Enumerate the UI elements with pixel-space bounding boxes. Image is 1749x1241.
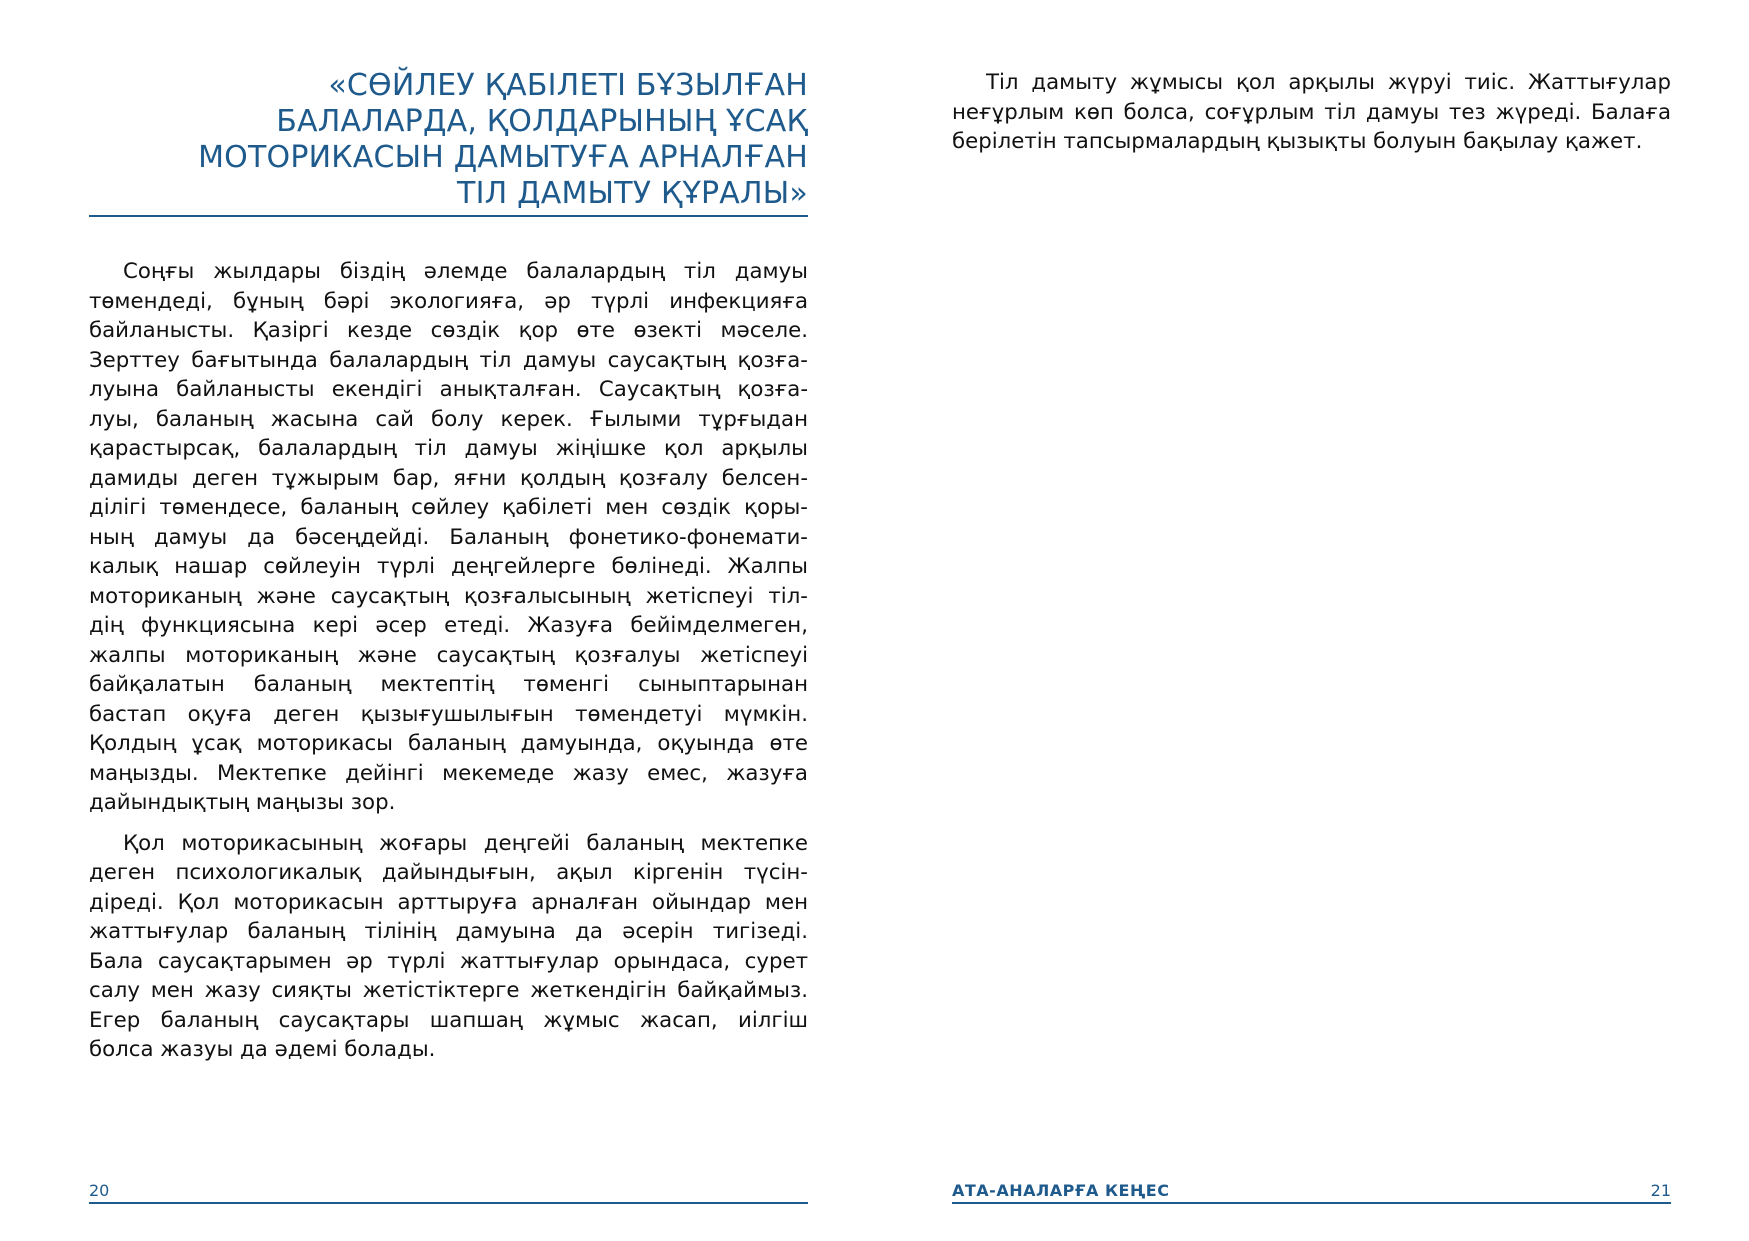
text-line: неғұрлым көп болса, соғұрлым тіл дамуы тез жүреді. Балаға xyxy=(952,99,1671,125)
footer-divider xyxy=(952,1202,1671,1204)
text-line: ділігі төмендесе, баланың сөйлеу қабілеті мен сөздік қоры- xyxy=(89,495,808,520)
text-line: салу мен жазу сияқты жетістіктерге жеткендігін байқаймыз. xyxy=(89,978,808,1003)
text-line: Тіл дамыту жұмысы қол арқылы жүруі тиіс. Жаттығулар xyxy=(986,70,1671,95)
page-number: 20 xyxy=(89,1181,110,1200)
text-line: байланысты. Қазіргі кезде сөздік қор өте өзекті мәселе. xyxy=(89,318,808,343)
text-line: Зерттеу бағытында балалардың тіл дамуы саусақтың қозға- xyxy=(89,347,808,373)
text-line: Қол моторикасының жоғары деңгейі баланың мектепке xyxy=(123,830,808,856)
right-page xyxy=(952,0,1671,1241)
text-line: моториканың және саусақтың қозғалысының жетіспеуі тіл- xyxy=(89,583,808,609)
text-line: бастап оқуға деген қызығушылығын төмендетуі мүмкін. xyxy=(89,701,808,727)
text-line: луына байланысты екендігі анықталған. Саусақтың қозға- xyxy=(89,377,808,402)
paragraph-1 xyxy=(89,257,808,818)
text-line: дің функциясына кері әсер етеді. Жазуға бейімделмеген, xyxy=(89,613,808,638)
text-line: Егер баланың саусақтары шапшаң жұмыс жасап, иілгіш xyxy=(89,1007,808,1033)
text-line: деген психологикалық дайындығын, ақыл кіргенін түсін- xyxy=(89,860,808,885)
text-line: Бала саусақтарымен әр түрлі жаттығулар орындаса, сурет xyxy=(89,948,808,974)
footer-divider xyxy=(89,1202,808,1204)
text-line: ның дамуы да бәсеңдейді. Баланың фонетико-фонемати- xyxy=(89,524,808,550)
text-line: дайындықтың маңызы зор. xyxy=(89,790,396,815)
text-line: төмендеді, бұның бәрі экологияға, әр түрлі инфекцияға xyxy=(89,288,808,314)
text-line: Қолдың ұсақ моторикасы баланың дамуында, оқуында өте xyxy=(89,731,808,756)
title-line: «СӨЙЛЕУ ҚАБІЛЕТІ БҰЗЫЛҒАН xyxy=(328,68,808,103)
title-divider xyxy=(89,215,808,217)
paragraph-1 xyxy=(952,68,1671,157)
text-line: Соңғы жылдары біздің әлемде балалардың тіл дамуы xyxy=(123,259,808,284)
paragraph-2 xyxy=(89,829,808,1065)
text-line: берілетін тапсырмалардың қызықты болуын бақылау қажет. xyxy=(952,129,1643,154)
left-page xyxy=(89,0,808,1241)
title-line: ТІЛ ДАМЫТУ ҚҰРАЛЫ» xyxy=(457,176,808,211)
text-line: луы, баланың жасына сай болу керек. Ғылыми тұрғыдан xyxy=(89,406,808,432)
text-line: дамиды деген тұжырым бар, яғни қолдың қозғалу белсен- xyxy=(89,465,808,491)
text-line: қарастырсақ, балалардың тіл дамуы жіңішке қол арқылы xyxy=(89,436,808,461)
text-line: болса жазуы да әдемі болады. xyxy=(89,1037,436,1062)
text-line: маңызды. Мектепке дейінгі мекемеде жазу емес, жазуға xyxy=(89,760,808,786)
title-line: БАЛАЛАРДА, ҚОЛДАРЫНЫҢ ҰСАҚ xyxy=(276,104,808,139)
text-line: жаттығулар баланың тілінің дамуына да әсерін тигізеді. xyxy=(89,919,808,944)
page-title xyxy=(89,0,808,212)
text-line: діреді. Қол моторикасын арттыруға арналған ойындар мен xyxy=(89,889,808,915)
title-line: МОТОРИКАСЫН ДАМЫТУҒА АРНАЛҒАН xyxy=(198,140,808,175)
text-line: жалпы моториканың және саусақтың қозғалуы жетіспеуі xyxy=(89,642,808,668)
running-header: АТА-АНАЛАРҒА КЕҢЕС xyxy=(952,1181,1170,1200)
page-number: 21 xyxy=(1650,1181,1671,1200)
text-line: байқалатын баланың мектептің төменгі сыныптарынан xyxy=(89,672,808,697)
text-line: калық нашар сөйлеуін түрлі деңгейлерге бөлінеді. Жалпы xyxy=(89,554,808,579)
